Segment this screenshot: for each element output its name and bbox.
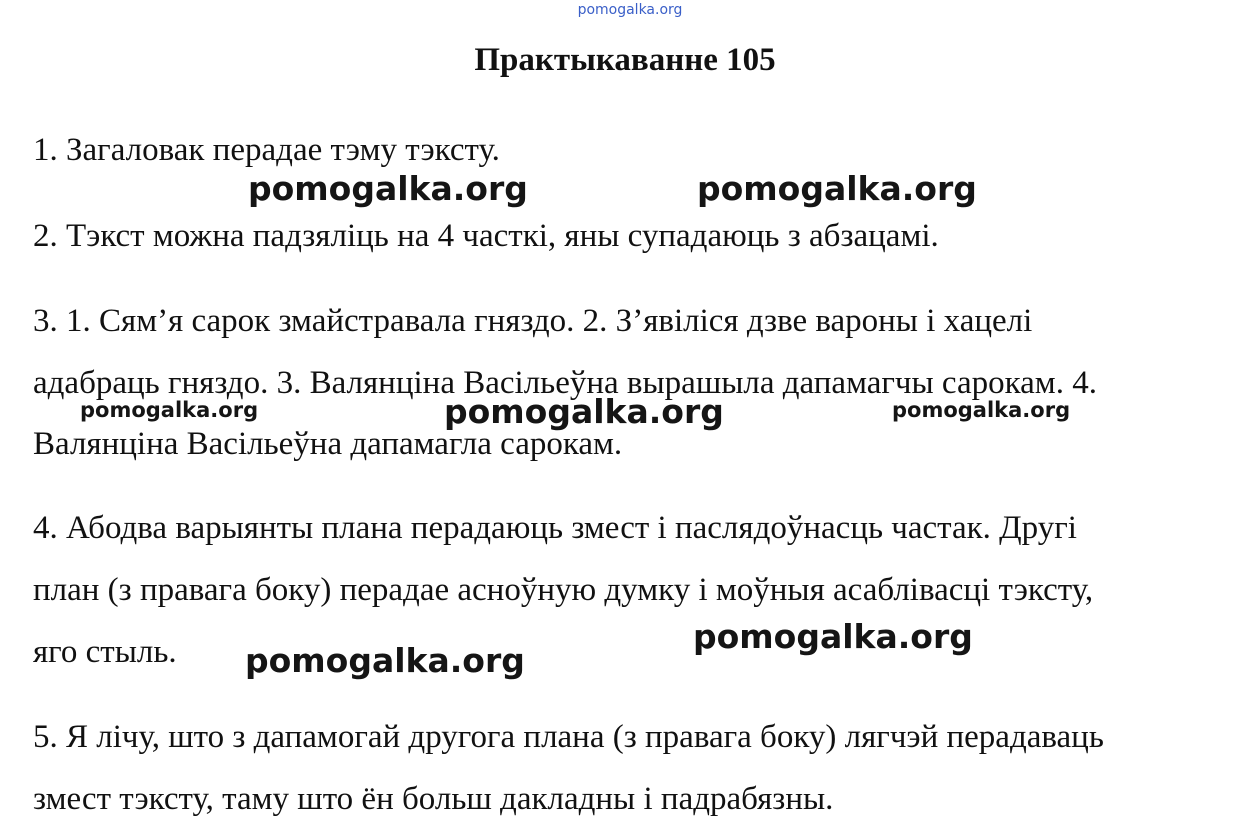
watermark: pomogalka.org [248, 169, 528, 208]
watermark: pomogalka.org [693, 617, 973, 656]
watermark: pomogalka.org [697, 169, 977, 208]
answer-1-line: 1. Загаловак перадае тэму тэксту. [33, 132, 500, 168]
watermark: pomogalka.org [892, 398, 1071, 422]
answer-4-line-2: план (з правага боку) перадае асноўную думку і моўныя асаблівасці тэксту, [33, 572, 1094, 608]
answer-5-line-2: змест тэксту, таму што ён больш дакладны і падрабязны. [33, 781, 834, 817]
answer-2-line: 2. Тэкст можна падзяліць на 4 часткі, яны супадаюць з абзацамі. [33, 218, 939, 254]
watermark: pomogalka.org [80, 398, 259, 422]
answer-4-line-1: 4. Абодва варыянты плана перадаюць змест і паслядоўнасць частак. Другі [33, 510, 1077, 546]
answer-5-line-1: 5. Я лічу, што з дапамогай другога плана (з правага боку) лягчэй перадаваць [33, 719, 1104, 755]
answer-3-line-3: Валянціна Васільеўна дапамагла сарокам. [33, 426, 623, 462]
site-header-link[interactable]: pomogalka.org [577, 2, 683, 18]
watermark: pomogalka.org [444, 392, 724, 431]
page-title: Практыкаванне 105 [474, 42, 776, 78]
answer-3-line-2: адабраць гняздо. 3. Валянціна Васільеўна вырашыла дапамагчы сарокам. 4. [33, 365, 1097, 401]
answer-4-line-3: яго стыль. [33, 634, 177, 670]
watermark: pomogalka.org [245, 641, 525, 680]
answer-3-line-1: 3. 1. Сям’я сарок змайстравала гняздо. 2. З’явіліся дзве вароны і хацелі [33, 303, 1033, 339]
